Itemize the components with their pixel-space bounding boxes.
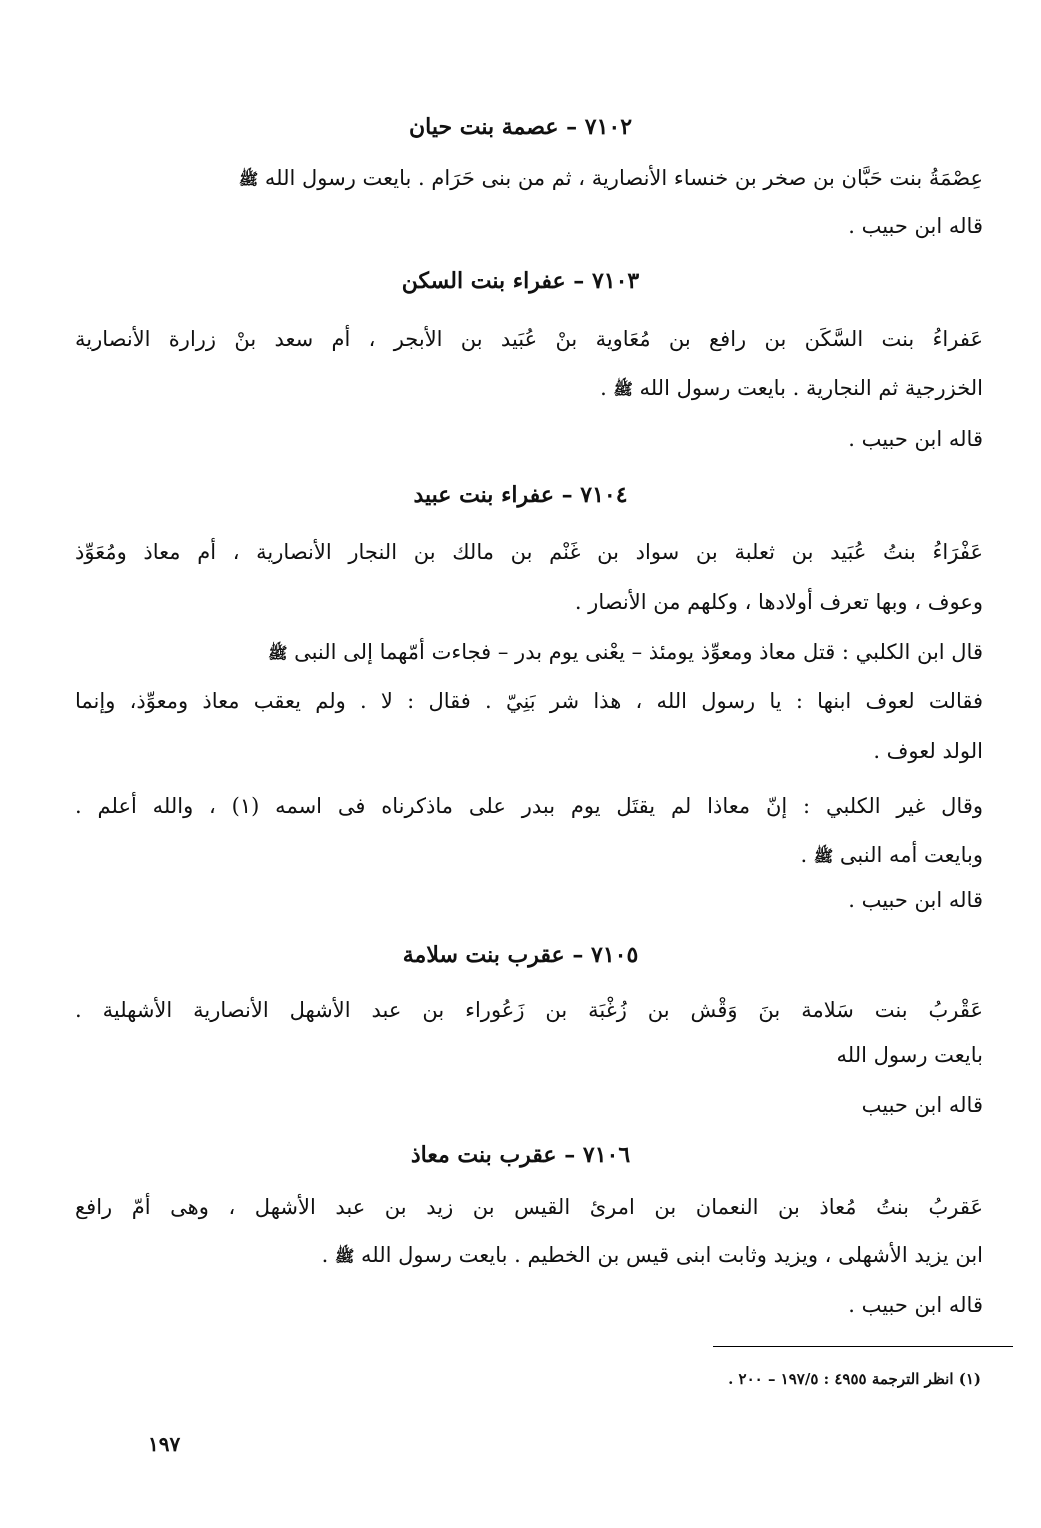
entry-number: ٧١٠٤: [580, 482, 628, 508]
entry-text-line: عَقربُ بنتُ مُعاذ بن النعمان بن امرئ القيس بن زيد بن عبد الأشهل ، وهى أمّ رافع: [75, 1195, 983, 1219]
entry-text-line: عَفراءُ بنت السَّكَن بن رافع بن مُعَاوية بنْ عُبَيد بن الأبجر ، أم سعد بنْ زرارة الأنصارية: [75, 327, 983, 351]
entry-text-line: قاله ابن حبيب .: [848, 888, 983, 912]
entry-text-line: عِصْمَةُ بنت حَبَّان بن صخر بن خنساء الأنصارية ، ثم من بنى حَرَام . بايعت رسول الله ﷺ: [238, 166, 983, 190]
entry-number: ٧١٠٢: [584, 114, 633, 140]
entry-text-line: قاله ابن حبيب .: [848, 1293, 983, 1317]
entry-text-line: بايعت رسول الله: [836, 1043, 983, 1067]
entry-title: عفراء بنت السكن: [401, 268, 566, 294]
entry-text-line: عَقْربُ بنت سَلامة بنَ وَقْش بن زُغْبَة بن زَعُوراء بن عبد الأشهل الأنصارية الأشهلية .: [75, 998, 983, 1022]
entry-title: عصمة بنت حيان: [408, 114, 559, 140]
entry-text-line: وقال غير الكلبي : إنّ معاذا لم يقتَل يوم ببدر على ماذكرناه فى اسمه (١) ، والله أعلم .: [75, 794, 983, 818]
footnote: (١) انظر الترجمة ٤٩٥٥ : ١٩٧/٥ – ٢٠٠ .: [728, 1370, 981, 1388]
entry-number: ٧١٠٦: [582, 1142, 631, 1168]
entry-text-line: قاله ابن حبيب .: [848, 214, 983, 238]
entry-text-line: قاله ابن حبيب .: [848, 427, 983, 451]
footnote-divider: [713, 1346, 1013, 1347]
entry-heading: ٧١٠٢ – عصمة بنت حيان: [408, 114, 633, 140]
entry-text-line: فقالت لعوف ابنها : يا رسول الله ، هذا شر بَنِيّ . فقال : لا . ولم يعقب معاذ ومعوِّذ، وإنما: [75, 689, 983, 713]
entry-text-line: وعوف ، وبها تعرف أولادها ، وكلهم من الأنصار .: [574, 590, 983, 614]
entry-title: عقرب بنت سلامة: [402, 942, 565, 968]
entry-text-line: ابن يزيد الأشهلى ، ويزيد وثابت ابنى قيس بن الخطيم . بايعت رسول الله ﷺ .: [321, 1243, 983, 1267]
salawat-symbol: ﷺ: [238, 169, 259, 189]
salawat-symbol: ﷺ: [335, 1246, 355, 1266]
entry-heading: ٧١٠٤ – عفراء بنت عبيد: [413, 482, 628, 508]
entry-text-line: الخزرجية ثم النجارية . بايعت رسول الله ﷺ .: [600, 376, 983, 400]
entry-text-line: الولد لعوف .: [873, 739, 983, 763]
page-number: ١٩٧: [148, 1432, 181, 1456]
entry-text-line: قاله ابن حبيب: [861, 1093, 983, 1117]
salawat-symbol: ﷺ: [813, 846, 834, 866]
entry-title: عقرب بنت معاذ: [410, 1142, 557, 1168]
salawat-symbol: ﷺ: [268, 643, 288, 663]
entry-number: ٧١٠٥: [591, 942, 639, 968]
entry-title: عفراء بنت عبيد: [413, 482, 554, 508]
entry-heading: ٧١٠٣ – عفراء بنت السكن: [401, 268, 640, 294]
entry-text-line: وبايعت أمه النبى ﷺ .: [800, 843, 983, 867]
entry-number: ٧١٠٣: [591, 268, 640, 294]
entry-text-line: قال ابن الكلبي : قتل معاذ ومعوِّذ يومئذ – يعْنى يوم بدر – فجاءت أمّهما إلى النبى ﷺ: [268, 640, 983, 664]
entry-heading: ٧١٠٥ – عقرب بنت سلامة: [402, 942, 639, 968]
salawat-symbol: ﷺ: [613, 379, 633, 399]
entry-heading: ٧١٠٦ – عقرب بنت معاذ: [410, 1142, 631, 1168]
entry-text-line: عَفْرَاءُ بنتُ عُبَيد بن ثعلبة بن سواد بن غَنْم بن مالك بن النجار الأنصارية ، أم معاذ ومُعَوِّذ: [75, 540, 983, 564]
